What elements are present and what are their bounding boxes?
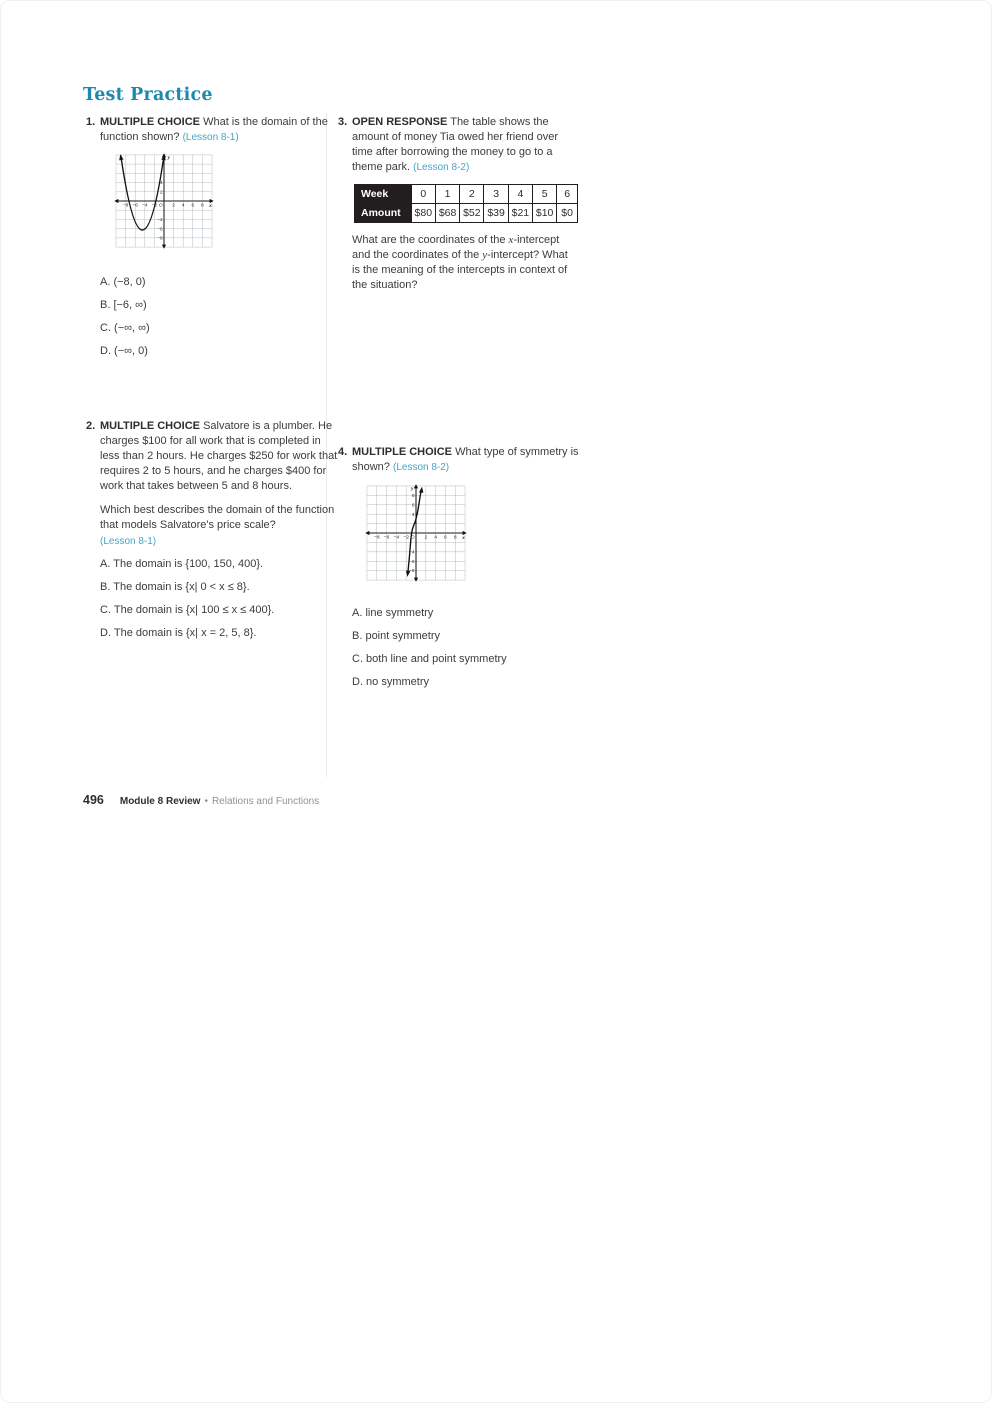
x-tick: −8 (122, 203, 129, 209)
choice-c: C. (−∞, ∞) (100, 322, 150, 334)
x-tick: 4 (181, 203, 185, 209)
curve-top-arrow-icon (419, 486, 424, 493)
question-4 (338, 445, 582, 690)
y-axis-up-arrow-icon (414, 484, 418, 488)
question-number: 2. (86, 420, 96, 432)
question-text: -intercept? What is the meaning of the intercepts in context of the situation? (352, 249, 568, 291)
question-prompt: What type of symmetry is shown? (352, 446, 579, 473)
amount-cell: $52 (460, 204, 484, 223)
y-axis-down-arrow-icon (162, 245, 166, 249)
q2-choices (100, 557, 342, 641)
y-axis-label: y (411, 486, 414, 493)
origin-label: O (410, 535, 415, 541)
page-title: Test Practice (83, 85, 213, 105)
x-tick: 8 (453, 535, 457, 541)
y-axis-label: y (167, 155, 170, 161)
question-type-label: MULTIPLE CHOICE (100, 420, 201, 432)
question-type-label: OPEN RESPONSE (352, 116, 448, 128)
lesson-link: (Lesson 8-2) (413, 162, 470, 173)
question-prompt: The table shows the amount of money Tia owed her friend over time after borrowing the money to go to a theme park. (352, 116, 559, 173)
x-axis-left-arrow-icon (114, 199, 118, 203)
footer-separator: • (204, 796, 208, 807)
x-tick: −6 (132, 203, 138, 209)
x-tick: −2 (151, 203, 158, 209)
q1-choices (100, 275, 338, 359)
amount-cell: $39 (484, 204, 508, 223)
x-tick: −8 (373, 535, 380, 541)
question-prompt: Salvatore is a plumber. He charges $100 for all work that is completed in less than 2 hours. He charges $250 for work that requires 2 to 5 hours, and he charges $400 for work that takes between 5 and 8 hours. (100, 420, 338, 492)
week-cell: 5 (533, 185, 557, 204)
question-number: 4. (338, 446, 348, 458)
y-tick: −6 (157, 227, 163, 233)
x-tick: −2 (403, 535, 409, 541)
lesson-link: (Lesson 8-1) (182, 132, 239, 143)
question-1 (86, 115, 338, 359)
math-var-x: x (508, 234, 514, 246)
y-tick: −4 (409, 550, 415, 556)
question-number: 1. (86, 116, 96, 128)
lesson-link: (Lesson 8-1) (100, 536, 157, 547)
q4-graph (365, 483, 582, 583)
question-2 (86, 419, 342, 641)
y-tick: −4 (157, 218, 163, 224)
x-tick: 4 (434, 535, 437, 541)
x-tick: 2 (172, 203, 175, 209)
x-tick: 2 (424, 535, 428, 541)
question-3 (338, 115, 578, 293)
footer-subtitle: Relations and Functions (211, 796, 320, 807)
choice-d: D. no symmetry (352, 676, 430, 688)
question-text: What are the coordinates of the (352, 234, 509, 246)
y-axis-down-arrow-icon (414, 578, 418, 582)
week-cell: 4 (508, 185, 532, 204)
choice-d: D. The domain is {x| x = 2, 5, 8}. (100, 627, 257, 639)
page-number: 496 (83, 793, 104, 807)
row-header-week: Week (355, 185, 412, 204)
y-tick: 8 (411, 494, 415, 500)
choice-b: B. point symmetry (352, 630, 441, 642)
cubic-graph (365, 483, 467, 583)
question-prompt: What is the domain of the function shown? (100, 116, 328, 143)
table-row-week (355, 185, 578, 204)
parabola-graph (113, 153, 215, 249)
x-axis-left-arrow-icon (365, 531, 369, 535)
origin-label: O (158, 203, 163, 209)
week-cell: 0 (411, 185, 435, 204)
x-tick: −6 (383, 535, 390, 541)
q3-question (352, 233, 578, 293)
choice-b: B. [−6, ∞) (100, 299, 147, 311)
choice-c: C. both line and point symmetry (352, 653, 507, 665)
y-tick: 4 (159, 181, 163, 187)
question-text: -intercept and the coordinates of the (352, 234, 560, 261)
week-cell: 2 (460, 185, 484, 204)
question-prompt-2: Which best describes the domain of the function that models Salvatore's price scale? (100, 504, 335, 531)
math-var-y: y (482, 249, 488, 261)
amount-cell: $68 (435, 204, 459, 223)
page-footer (83, 793, 319, 807)
amount-cell: $0 (557, 204, 578, 223)
week-cell: 6 (557, 185, 578, 204)
footer-section: Module 8 Review (119, 796, 201, 807)
x-axis-label: x (462, 534, 465, 541)
question-type-label: MULTIPLE CHOICE (352, 446, 453, 458)
lesson-link: (Lesson 8-2) (392, 462, 450, 473)
y-tick: −8 (409, 569, 415, 575)
choice-c: C. The domain is {x| 100 ≤ x ≤ 400}. (100, 604, 275, 616)
q3-table (354, 184, 578, 223)
amount-cell: $10 (533, 204, 557, 223)
question-type-label: MULTIPLE CHOICE (100, 116, 201, 128)
x-tick: −4 (393, 535, 400, 541)
y-tick: 4 (411, 512, 415, 518)
x-tick: −4 (142, 203, 148, 209)
table-row-amount (355, 204, 578, 223)
choice-a: A. line symmetry (352, 607, 434, 619)
amount-cell: $80 (411, 204, 435, 223)
question-number: 3. (338, 116, 348, 128)
choice-a: A. The domain is {100, 150, 400}. (100, 558, 264, 570)
week-cell: 1 (435, 185, 459, 204)
x-axis-right-arrow-icon (210, 199, 214, 203)
amount-cell: $21 (508, 204, 532, 223)
q4-choices (352, 606, 582, 690)
q1-graph (113, 153, 338, 249)
row-header-amount: Amount (355, 204, 412, 223)
week-cell: 3 (484, 185, 508, 204)
x-axis-label: x (209, 203, 212, 209)
x-tick: 6 (191, 203, 195, 209)
x-tick: 6 (444, 535, 447, 541)
y-tick: 6 (411, 503, 415, 509)
choice-b: B. The domain is {x| 0 < x ≤ 8}. (100, 581, 250, 593)
choice-a: A. (−8, 0) (100, 276, 146, 288)
y-tick: 2 (159, 190, 163, 196)
y-tick: −6 (409, 559, 415, 565)
y-tick: −8 (157, 236, 163, 242)
x-tick: 8 (201, 203, 204, 209)
choice-d: D. (−∞, 0) (100, 345, 148, 357)
